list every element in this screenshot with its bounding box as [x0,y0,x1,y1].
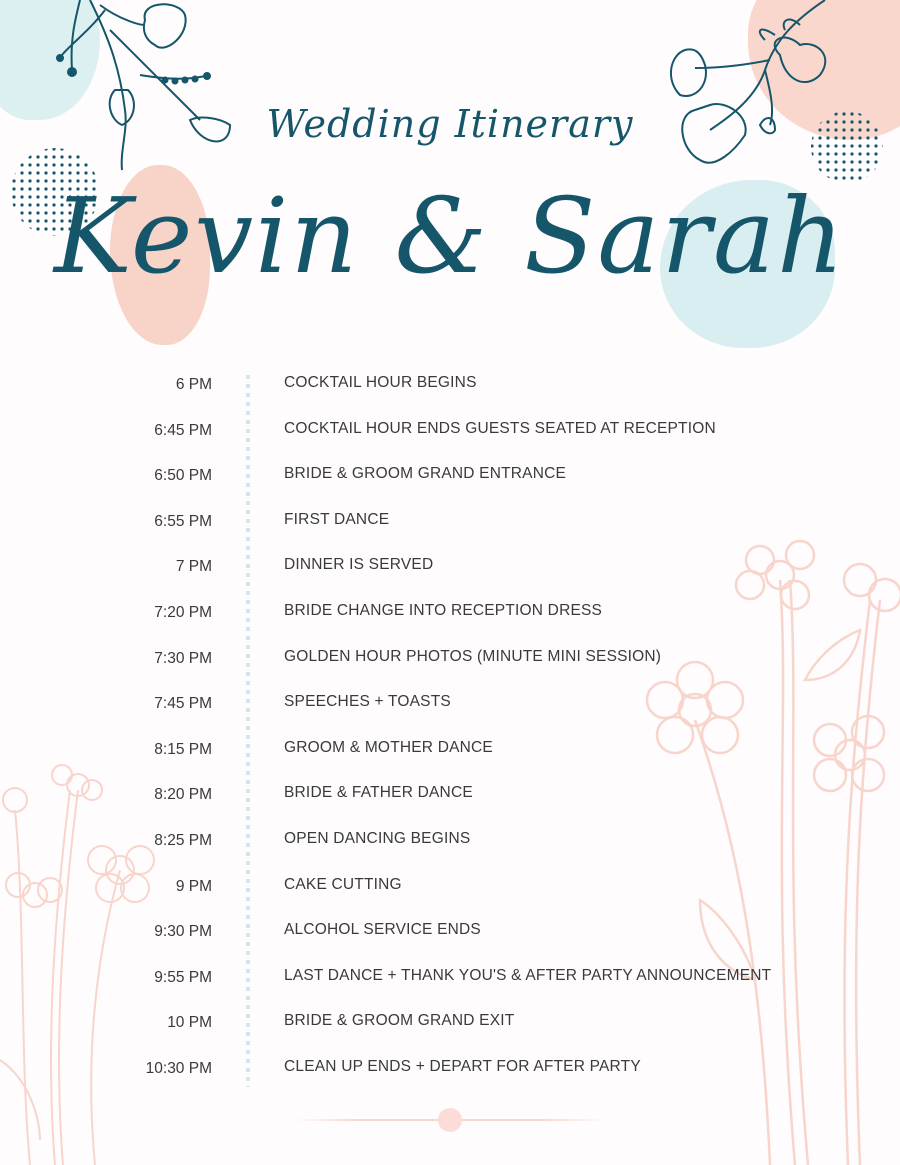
event-description: ALCOHOL SERVICE ENDS [284,921,481,939]
event-time: 8:25 PM [154,832,212,849]
schedule-row [0,647,900,674]
event-time: 7:30 PM [154,649,212,667]
itinerary-subtitle: Wedding Itinerary [266,102,634,146]
floral-top-left-icon [50,0,240,175]
schedule-row [0,923,900,947]
event-description: LAST DANCE + THANK YOU'S & AFTER PARTY ANNOUNCEMENT [284,966,772,984]
schedule-row [0,604,900,628]
event-description: BRIDE CHANGE INTO RECEPTION DRESS [284,602,603,619]
schedule-row [0,875,900,902]
schedule-row [0,510,900,537]
schedule-row [0,695,900,719]
event-time: 6:55 PM [154,512,212,530]
event-description: CLEAN UP ENDS + DEPART FOR AFTER PARTY [284,1058,641,1075]
schedule-row [0,1014,900,1038]
event-description: COCKTAIL HOUR BEGINS [284,374,477,391]
event-time: 9:55 PM [154,968,212,986]
schedule-row [0,419,900,446]
event-time: 8:15 PM [154,740,212,758]
couple-names-title: Kevin & Sarah [53,175,847,297]
event-time: 7:45 PM [154,695,212,713]
event-description: BRIDE & FATHER DANCE [284,784,473,802]
event-description: GOLDEN HOUR PHOTOS (MINUTE MINI SESSION) [284,647,662,665]
event-time: 7:20 PM [154,604,212,621]
event-description: BRIDE & GROOM GRAND ENTRANCE [284,465,567,483]
event-description: DINNER IS SERVED [284,556,434,574]
event-description: SPEECHES + TOASTS [284,693,451,711]
event-time: 6:45 PM [154,421,212,439]
event-time: 9:30 PM [154,923,212,941]
event-description: BRIDE & GROOM GRAND EXIT [284,1012,515,1030]
footer-divider-dot [438,1108,462,1132]
schedule-row [0,738,900,765]
event-time: 8:20 PM [154,786,212,804]
floral-top-right-icon [665,0,840,175]
schedule-row [0,966,900,993]
event-description: CAKE CUTTING [284,875,402,893]
schedule-row [0,1060,900,1084]
event-time: 6:50 PM [154,467,212,485]
schedule-row [0,467,900,491]
floral-bottom-left-icon [0,760,170,1165]
event-time: 7 PM [175,558,212,576]
event-description: OPEN DANCING BEGINS [284,830,471,847]
event-time: 10:30 PM [145,1060,212,1077]
schedule-row [0,786,900,810]
schedule-row [0,376,900,400]
schedule-row [0,832,900,856]
event-time: 6 PM [175,376,212,393]
event-description: GROOM & MOTHER DANCE [284,738,493,756]
schedule-row [0,558,900,582]
event-time: 10 PM [167,1014,212,1032]
event-description: FIRST DANCE [284,510,390,528]
event-description: COCKTAIL HOUR ENDS GUESTS SEATED AT RECEPTION [284,419,716,437]
event-time: 9 PM [175,877,212,895]
